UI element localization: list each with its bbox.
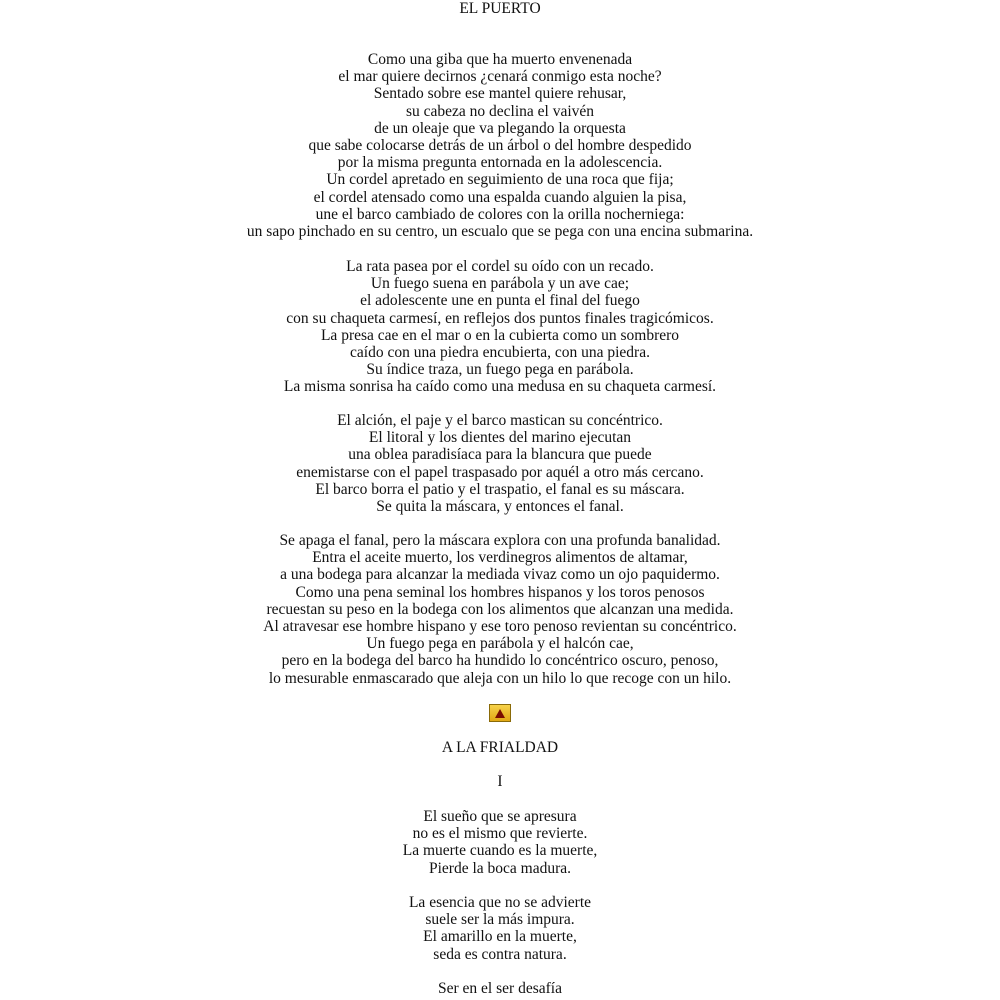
poem-line: Ser en el ser desafía [438, 980, 562, 997]
poem-line: a una bodega para alcanzar la mediada vivaz como un ojo paquidermo. [280, 566, 720, 584]
poem-line: el mar quiere decirnos ¿cenará conmigo esta noche? [338, 68, 662, 86]
poem-line: La muerte cuando es la muerte, [402, 842, 598, 860]
poem-stanza [0, 51, 1000, 240]
poem-line: La misma sonrisa ha caído como una medusa en su chaqueta carmesí. [283, 378, 717, 396]
poem-line: Entra el aceite muerto, los verdinegros alimentos de altamar, [312, 549, 688, 567]
poem-stanza [0, 808, 1000, 877]
poem-title: EL PUERTO [459, 0, 541, 17]
poem-line: Un cordel apretado en seguimiento de una roca que fija; [326, 171, 674, 189]
up-arrow-icon [495, 709, 505, 718]
poem-line: una oblea paradisíaca para la blancura que puede [348, 446, 652, 464]
poem-stanza [0, 412, 1000, 515]
poem-line: El amarillo en la muerte, [423, 928, 577, 946]
poem-title: A LA FRIALDAD [441, 739, 559, 756]
poem-line: La esencia que no se advierte [408, 894, 592, 911]
poem-line: Un fuego suena en parábola y un ave cae; [370, 275, 630, 293]
poem-line: La presa cae en el mar o en la cubierta como un sombrero [320, 326, 680, 344]
poem-line: recuestan su peso en la bodega con los alimentos que alcanzan una medida. [266, 600, 734, 618]
poem-line: Al atravesar ese hombre hispano y ese toro penoso revientan su concéntrico. [263, 617, 737, 635]
poem-line: La rata pasea por el cordel su oído con un recado. [346, 258, 654, 275]
poem-line: une el barco cambiado de colores con la orilla nocherniega: [315, 205, 685, 223]
poem-line: El litoral y los dientes del marino ejecutan [368, 429, 632, 447]
poem-line: un sapo pinchado en su centro, un escualo que se pega con una encina submarina. [246, 222, 754, 240]
poem-line: lo mesurable enmascarado que aleja con un hilo lo que recoge con un hilo. [268, 669, 732, 687]
poem-line: el cordel atensado como una espalda cuando alguien la pisa, [313, 188, 687, 206]
poem-line: que sabe colocarse detrás de un árbol o del hombre despedido [308, 136, 692, 154]
poem-line: pero en la bodega del barco ha hundido lo concéntrico oscuro, penoso, [281, 652, 719, 670]
poem-line: su cabeza no declina el vaivén [405, 102, 595, 120]
poem-stanza [0, 894, 1000, 963]
poem-line: caído con una piedra encubierta, con una piedra. [350, 343, 650, 361]
poem-line: suele ser la más impura. [425, 911, 575, 929]
poem-line: con su chaqueta carmesí, en reflejos dos puntos finales tragicómicos. [286, 309, 714, 327]
poem-stanza [0, 258, 1000, 396]
poem-line: enemistarse con el papel traspasado por aquél a otro más cercano. [296, 463, 704, 481]
poem-line: no es el mismo que revierte. [412, 825, 588, 843]
section-numeral: I [497, 773, 503, 790]
poem-line: Como una giba que ha muerto envenenada [367, 51, 633, 68]
poem-line: por la misma pregunta entornada en la adolescencia. [337, 154, 663, 172]
poem-stanza [0, 980, 1000, 997]
poem-line: Se apaga el fanal, pero la máscara explora con una profunda banalidad. [279, 532, 721, 549]
poem-line: El alción, el paje y el barco mastican su concéntrico. [337, 412, 663, 429]
poem-line: El barco borra el patio y el traspatio, el fanal es su máscara. [315, 480, 685, 498]
back-to-top-button[interactable] [489, 704, 511, 722]
poem-line: Un fuego pega en parábola y el halcón cae, [366, 635, 634, 653]
poem-line: Su índice traza, un fuego pega en parábola. [366, 361, 634, 379]
poem-line: seda es contra natura. [433, 945, 567, 963]
poem-line: El sueño que se apresura [423, 808, 577, 825]
poem-stanza [0, 532, 1000, 687]
poem-line: Pierde la boca madura. [428, 859, 572, 877]
poem-line: Se quita la máscara, y entonces el fanal. [376, 497, 624, 515]
poem-line: de un oleaje que va plegando la orquesta [374, 119, 626, 137]
poem-line: Como una pena seminal los hombres hispanos y los toros penosos [295, 583, 705, 601]
poem-line: el adolescente une en punta el final del fuego [360, 292, 640, 310]
poem-line: Sentado sobre ese mantel quiere rehusar, [373, 85, 627, 103]
